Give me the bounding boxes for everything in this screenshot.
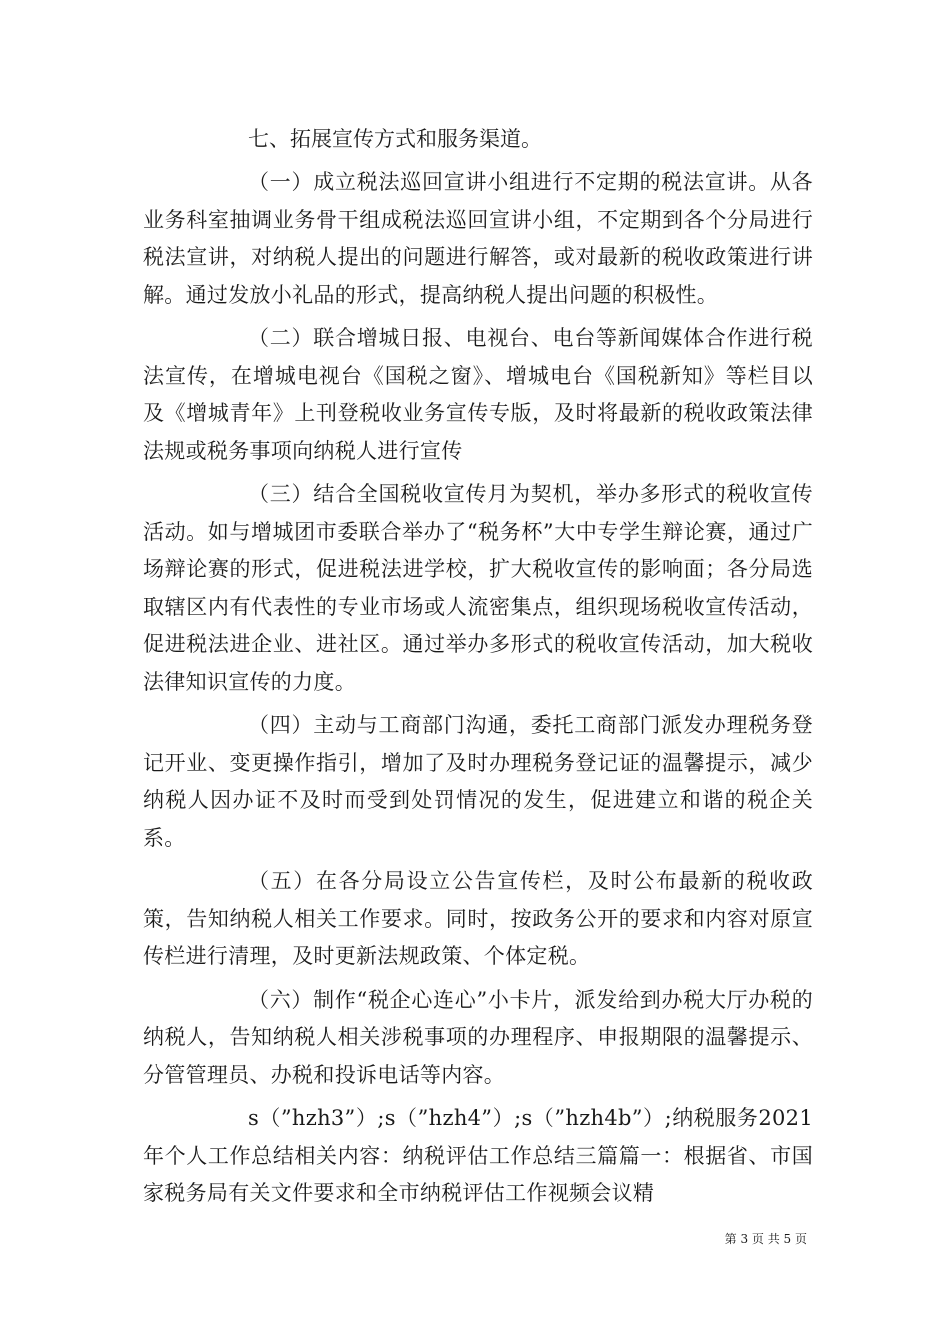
document-body xyxy=(143,120,813,1219)
paragraph-7: s（”hzh3”）;s（”hzh4”）;s（”hzh4b”）;纳税服务2021年个人工作总结相关内容：纳税评估工作总结三篇篇一：根据省、市国家税务局有关文件要求和全市纳税评估工作视频会议精 xyxy=(143,1106,813,1205)
paragraph-6: （六）制作“税企心连心”小卡片，派发给到办税大厅办税的纳税人，告知纳税人相关涉税事项的办理程序、申报期限的温馨提示、分管管理员、办税和投诉电话等内容。 xyxy=(143,987,813,1087)
paragraph-5: （五）在各分局设立公告宣传栏，及时公布最新的税收政策，告知纳税人相关工作要求。同时，按政务公开的要求和内容对原宣传栏进行清理，及时更新法规政策、个体定税。 xyxy=(143,869,813,968)
page-footer xyxy=(0,1230,950,1247)
section-heading: 七、拓展宣传方式和服务渠道。 xyxy=(248,127,542,151)
paragraph-1: （一）成立税法巡回宣讲小组进行不定期的税法宣讲。从各业务科室抽调业务骨干组成税法巡回宣讲小组，不定期到各个分局进行税法宣讲，对纳税人提出的问题进行解答，或对最新的税收政策进行讲解。通过发放小礼品的形式，提高纳税人提出问题的积极性。 xyxy=(143,170,813,307)
paragraph-4: （四）主动与工商部门沟通，委托工商部门派发办理税务登记开业、变更操作指引，增加了及时办理税务登记证的温馨提示，减少纳税人因办证不及时而受到处罚情况的发生，促进建立和谐的税企关系。 xyxy=(143,713,813,850)
page-number: 第 3 页 共 5 页 xyxy=(724,1232,807,1246)
paragraph-2: （二）联合增城日报、电视台、电台等新闻媒体合作进行税法宣传，在增城电视台《国税之窗》、增城电台《国税新知》等栏目以及《增城青年》上刊登税收业务宣传专版，及时将最新的税收政策法律法规或税务事项向纳税人进行宣传 xyxy=(143,326,813,463)
paragraph-3: （三）结合全国税收宣传月为契机，举办多形式的税收宣传活动。如与增城团市委联合举办了“税务杯”大中专学生辩论赛，通过广场辩论赛的形式，促进税法进学校，扩大税收宣传的影响面；各分局选取辖区内有代表性的专业市场或人流密集点，组织现场税收宣传活动，促进税法进企业、进社区。通过举办多形式的税收宣传活动，加大税收法律知识宣传的力度。 xyxy=(143,482,813,694)
